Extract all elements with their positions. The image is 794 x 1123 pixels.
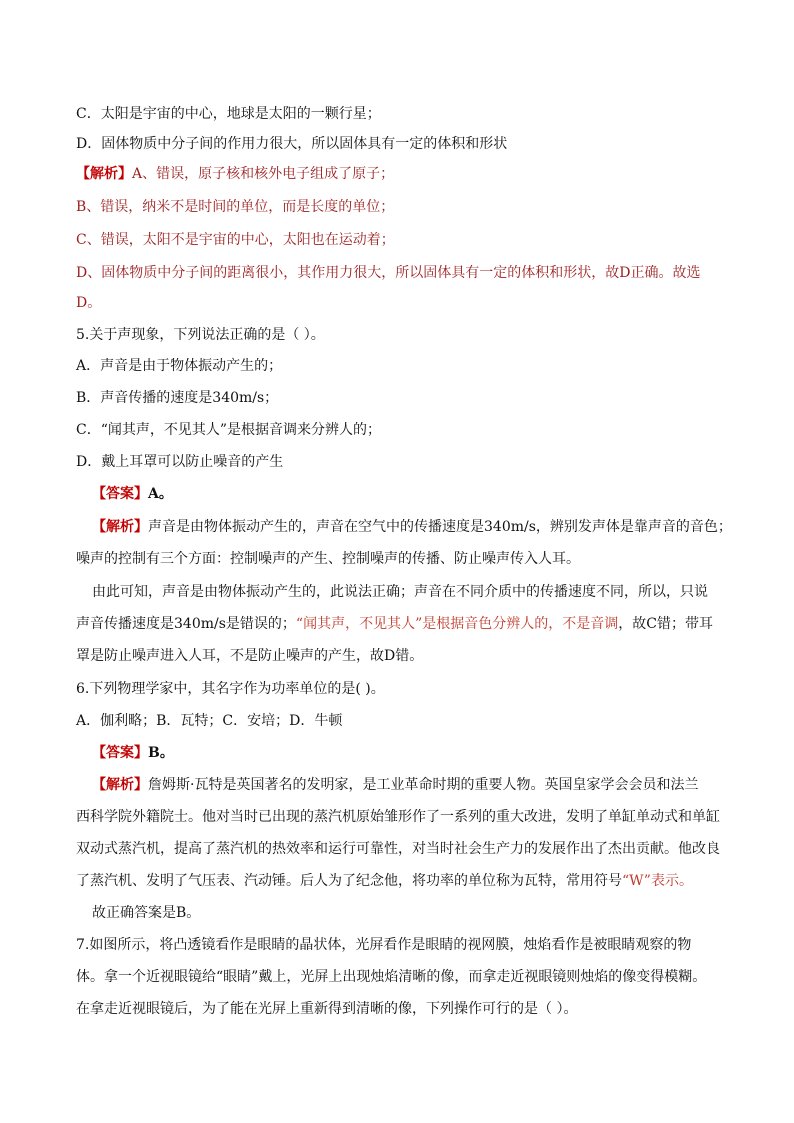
analysis-text: 声音传播速度是340m/s是错误的；: [76, 616, 296, 632]
q6-stem: 6.下列物理学家中，其名字作为功率单位的是( )。: [76, 681, 385, 697]
option-c-prev: C．太阳是宇宙的中心，地球是太阳的一颗行星；: [76, 106, 381, 122]
q5-analysis-line-3: 由此可知，声音是由物体振动产生的，此说法正确；声音在不同介质中的传播速度不同，所以，只说: [92, 584, 708, 600]
prev-analysis-line-5: D。: [76, 295, 102, 311]
analysis-text: 声音是由物体振动产生的，声音在空气中的传播速度是340m/s，辨别发声体是靠声音的音色；: [148, 519, 732, 535]
q5-option-a: A．声音是由于物体振动产生的；: [76, 358, 283, 374]
analysis-label: 【解析】: [92, 519, 148, 535]
answer-value: A。: [148, 486, 173, 502]
q6-answer: [92, 743, 174, 763]
q6-analysis-line-2: 西科学院外籍院士。他对当时已出现的蒸汽机原始雏形作了一系列的重大改进，发明了单缸单动式和单缸: [76, 809, 720, 825]
analysis-label: 【解析】: [76, 166, 132, 182]
analysis-text: A、错误，原子核和核外电子组成了原子；: [132, 166, 395, 182]
q5-analysis-line-1: [92, 517, 732, 537]
q6-analysis-line-3: 双动式蒸汽机，提高了蒸汽机的热效率和运行可靠性，对当时社会生产力的发展作出了杰出贡献。他改良: [76, 841, 720, 857]
q7-stem-line-2: 体。拿一个近视眼镜给“眼睛”戴上，光屏上出现烛焰清晰的像，而拿走近视眼镜则烛焰的像变得模糊。: [76, 969, 707, 985]
analysis-highlight: “W”表示。: [622, 873, 693, 889]
analysis-text: 了蒸汽机、发明了气压表、汽动锤。后人为了纪念他，将功率的单位称为瓦特，常用符号: [76, 873, 622, 889]
q5-option-b: B．声音传播的速度是340m/s；: [76, 390, 279, 406]
prev-analysis-line-3: C、错误，太阳不是宇宙的中心，太阳也在运动着；: [76, 232, 395, 248]
q7-stem-line-1: 7.如图所示，将凸透镜看作是眼睛的晶状体，光屏看作是眼睛的视网膜，烛焰看作是被眼睛观察的物: [76, 937, 692, 953]
q5-answer: [92, 484, 173, 504]
q5-option-c: C．“闻其声，不见其人”是根据音调来分辨人的；: [76, 422, 382, 438]
prev-analysis-line-4: D、固体物质中分子间的距离很小，其作用力很大，所以固体具有一定的体积和形状，故D正确。故选: [76, 265, 701, 281]
analysis-text: 詹姆斯·瓦特是英国著名的发明家，是工业革命时期的重要人物。英国皇家学会会员和法兰: [148, 777, 699, 793]
answer-label: 【答案】: [92, 486, 148, 502]
analysis-highlight: “闻其声，不见其人”是根据音色分辨人的，不是音调: [295, 616, 619, 632]
q7-stem-line-3: 在拿走近视眼镜后，为了能在光屏上重新得到清晰的像，下列操作可行的是（ ）。: [76, 1001, 578, 1017]
q6-options: A．伽利略；B．瓦特；C．安培；D．牛顿: [76, 713, 343, 729]
analysis-label: 【解析】: [92, 777, 148, 793]
prev-analysis-line-2: B、错误，纳米不是时间的单位，而是长度的单位；: [76, 199, 395, 215]
analysis-text: ，故C错；带耳: [618, 616, 713, 632]
q5-stem: 5.关于声现象，下列说法正确的是（ ）。: [76, 327, 325, 343]
q5-analysis-line-2: 噪声的控制有三个方面：控制噪声的产生、控制噪声的传播、防止噪声传入人耳。: [76, 551, 580, 567]
q6-analysis-line-4: [76, 871, 693, 891]
q5-option-d: D．戴上耳罩可以防止噪音的产生: [76, 454, 284, 470]
answer-label: 【答案】: [92, 745, 148, 761]
q6-analysis-line-1: [92, 775, 698, 795]
option-d-prev: D．固体物质中分子间的作用力很大，所以固体具有一定的体积和形状: [76, 136, 508, 152]
q5-analysis-line-5: 罩是防止噪声进入人耳，不是防止噪声的产生，故D错。: [76, 648, 424, 664]
q5-analysis-line-4: [76, 614, 713, 634]
q6-conclusion: 故正确答案是B。: [92, 905, 201, 921]
answer-value: B。: [148, 745, 174, 761]
prev-analysis-line-1: [76, 164, 394, 184]
